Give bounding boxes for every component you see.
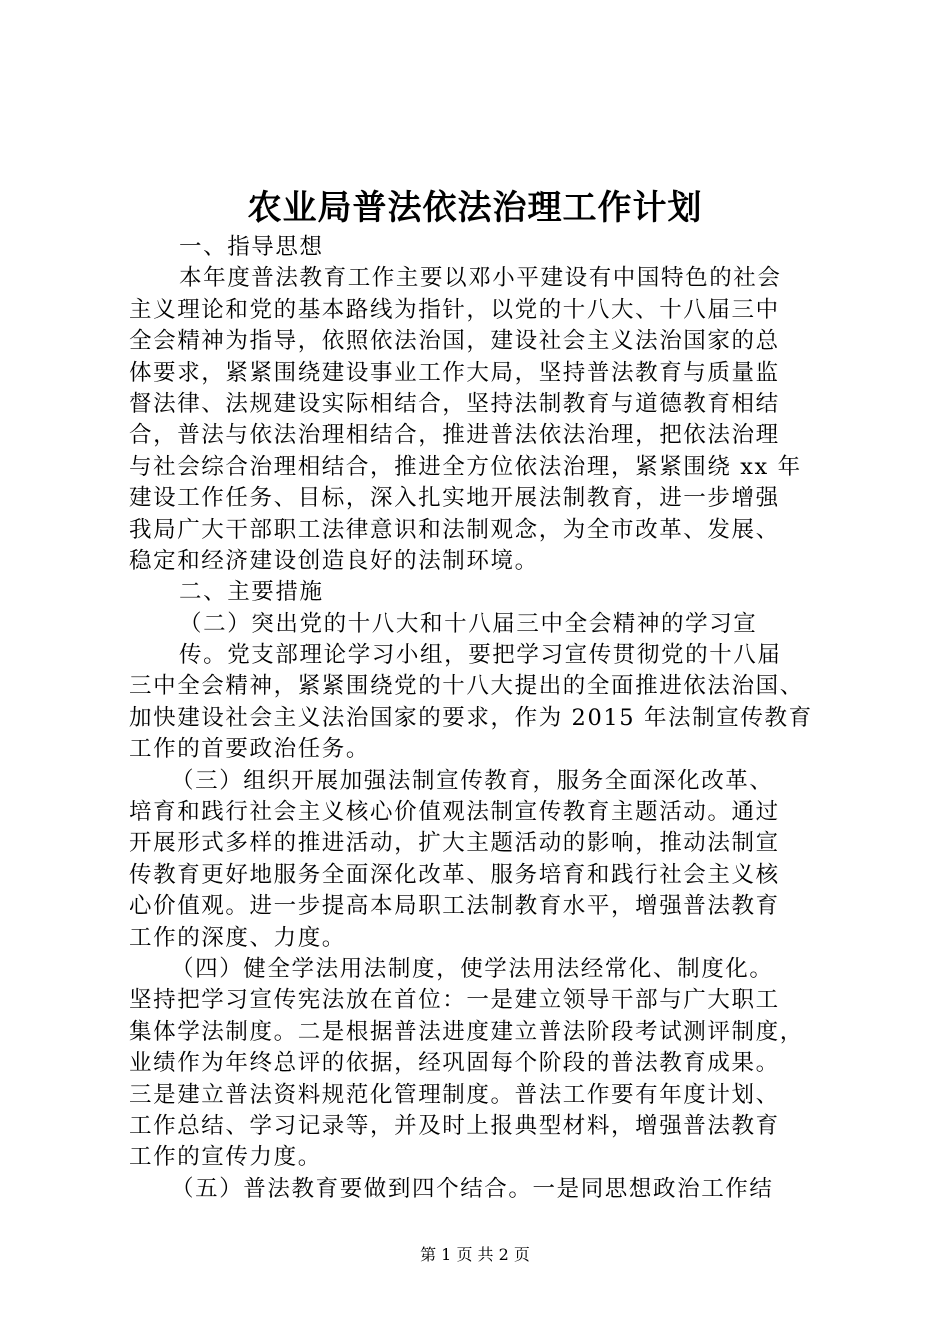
paragraph-line: 稳定和经济建设创造良好的法制环境。 (129, 547, 539, 574)
paragraph-line: 工作的深度、力度。 (129, 924, 346, 951)
paragraph-line: 三是建立普法资料规范化管理制度。普法工作要有年度计划、 (129, 1081, 780, 1108)
paragraph-line: 集体学法制度。二是根据普法进度建立普法阶段考试测评制度， (129, 1018, 804, 1045)
paragraph-line: 传教育更好地服务全面深化改革、服务培育和践行社会主义核 (129, 861, 780, 888)
paragraph-line: 加快建设社会主义法治国家的要求，作为 2015 年法制宣传教育 (129, 704, 813, 731)
page-footer: 第 1 页 共 2 页 (420, 1245, 530, 1264)
paragraph-line: 主义理论和党的基本路线为指针，以党的十八大、十八届三中 (129, 296, 780, 323)
paragraph-line: 督法律、法规建设实际相结合，坚持法制教育与道德教育相结 (129, 390, 780, 417)
paragraph-line: 合，普法与依法治理相结合，推进普法依法治理，把依法治理 (129, 422, 780, 449)
section-heading: 二、主要措施 (179, 579, 324, 606)
paragraph-line: 与社会综合治理相结合，推进全方位依法治理，紧紧围绕 xx 年 (129, 453, 802, 480)
paragraph-line: 全会精神为指导，依照依法治国，建设社会主义法治国家的总 (129, 328, 780, 355)
paragraph-line: 心价值观。进一步提高本局职工法制教育水平，增强普法教育 (129, 893, 780, 920)
paragraph-line: 坚持把学习宣传宪法放在首位：一是建立领导干部与广大职工 (129, 987, 780, 1014)
paragraph-line: 建设工作任务、目标，深入扎实地开展法制教育，进一步增强 (129, 485, 780, 512)
paragraph-line: 三中全会精神，紧紧围绕党的十八大提出的全面推进依法治国、 (129, 673, 804, 700)
subsection-heading: （五）普法教育要做到四个结合。一是同思想政治工作结 (171, 1175, 774, 1202)
paragraph-line: 工作的宣传力度。 (129, 1144, 322, 1171)
paragraph-line: 工作总结、学习记录等，并及时上报典型材料，增强普法教育 (129, 1112, 780, 1139)
paragraph-line: 开展形式多样的推进活动，扩大主题活动的影响，推动法制宣 (129, 830, 780, 857)
paragraph-line: 培育和践行社会主义核心价值观法制宣传教育主题活动。通过 (129, 799, 780, 826)
subsection-heading: （四）健全学法用法制度，使学法用法经常化、制度化。 (171, 955, 774, 982)
section-heading: 一、指导思想 (179, 234, 324, 260)
paragraph-line: 本年度普法教育工作主要以邓小平建设有中国特色的社会 (179, 265, 782, 292)
subsection-heading: （三）组织开展加强法制宣传教育，服务全面深化改革、 (171, 767, 774, 794)
paragraph-line: 体要求，紧紧围绕建设事业工作大局，坚持普法教育与质量监 (129, 359, 780, 386)
document-title: 农业局普法依法治理工作计划 (247, 188, 703, 228)
subsection-heading: （二）突出党的十八大和十八届三中全会精神的学习宣 (179, 610, 758, 637)
paragraph-line: 传。党支部理论学习小组，要把学习宣传贯彻党的十八届 (179, 642, 782, 669)
document-body (129, 232, 831, 1205)
paragraph-line: 业绩作为年终总评的依据，经巩固每个阶段的普法教育成果。 (129, 1050, 780, 1077)
paragraph-line: 工作的首要政治任务。 (129, 736, 371, 763)
paragraph-line: 我局广大干部职工法律意识和法制观念，为全市改革、发展、 (129, 516, 780, 543)
